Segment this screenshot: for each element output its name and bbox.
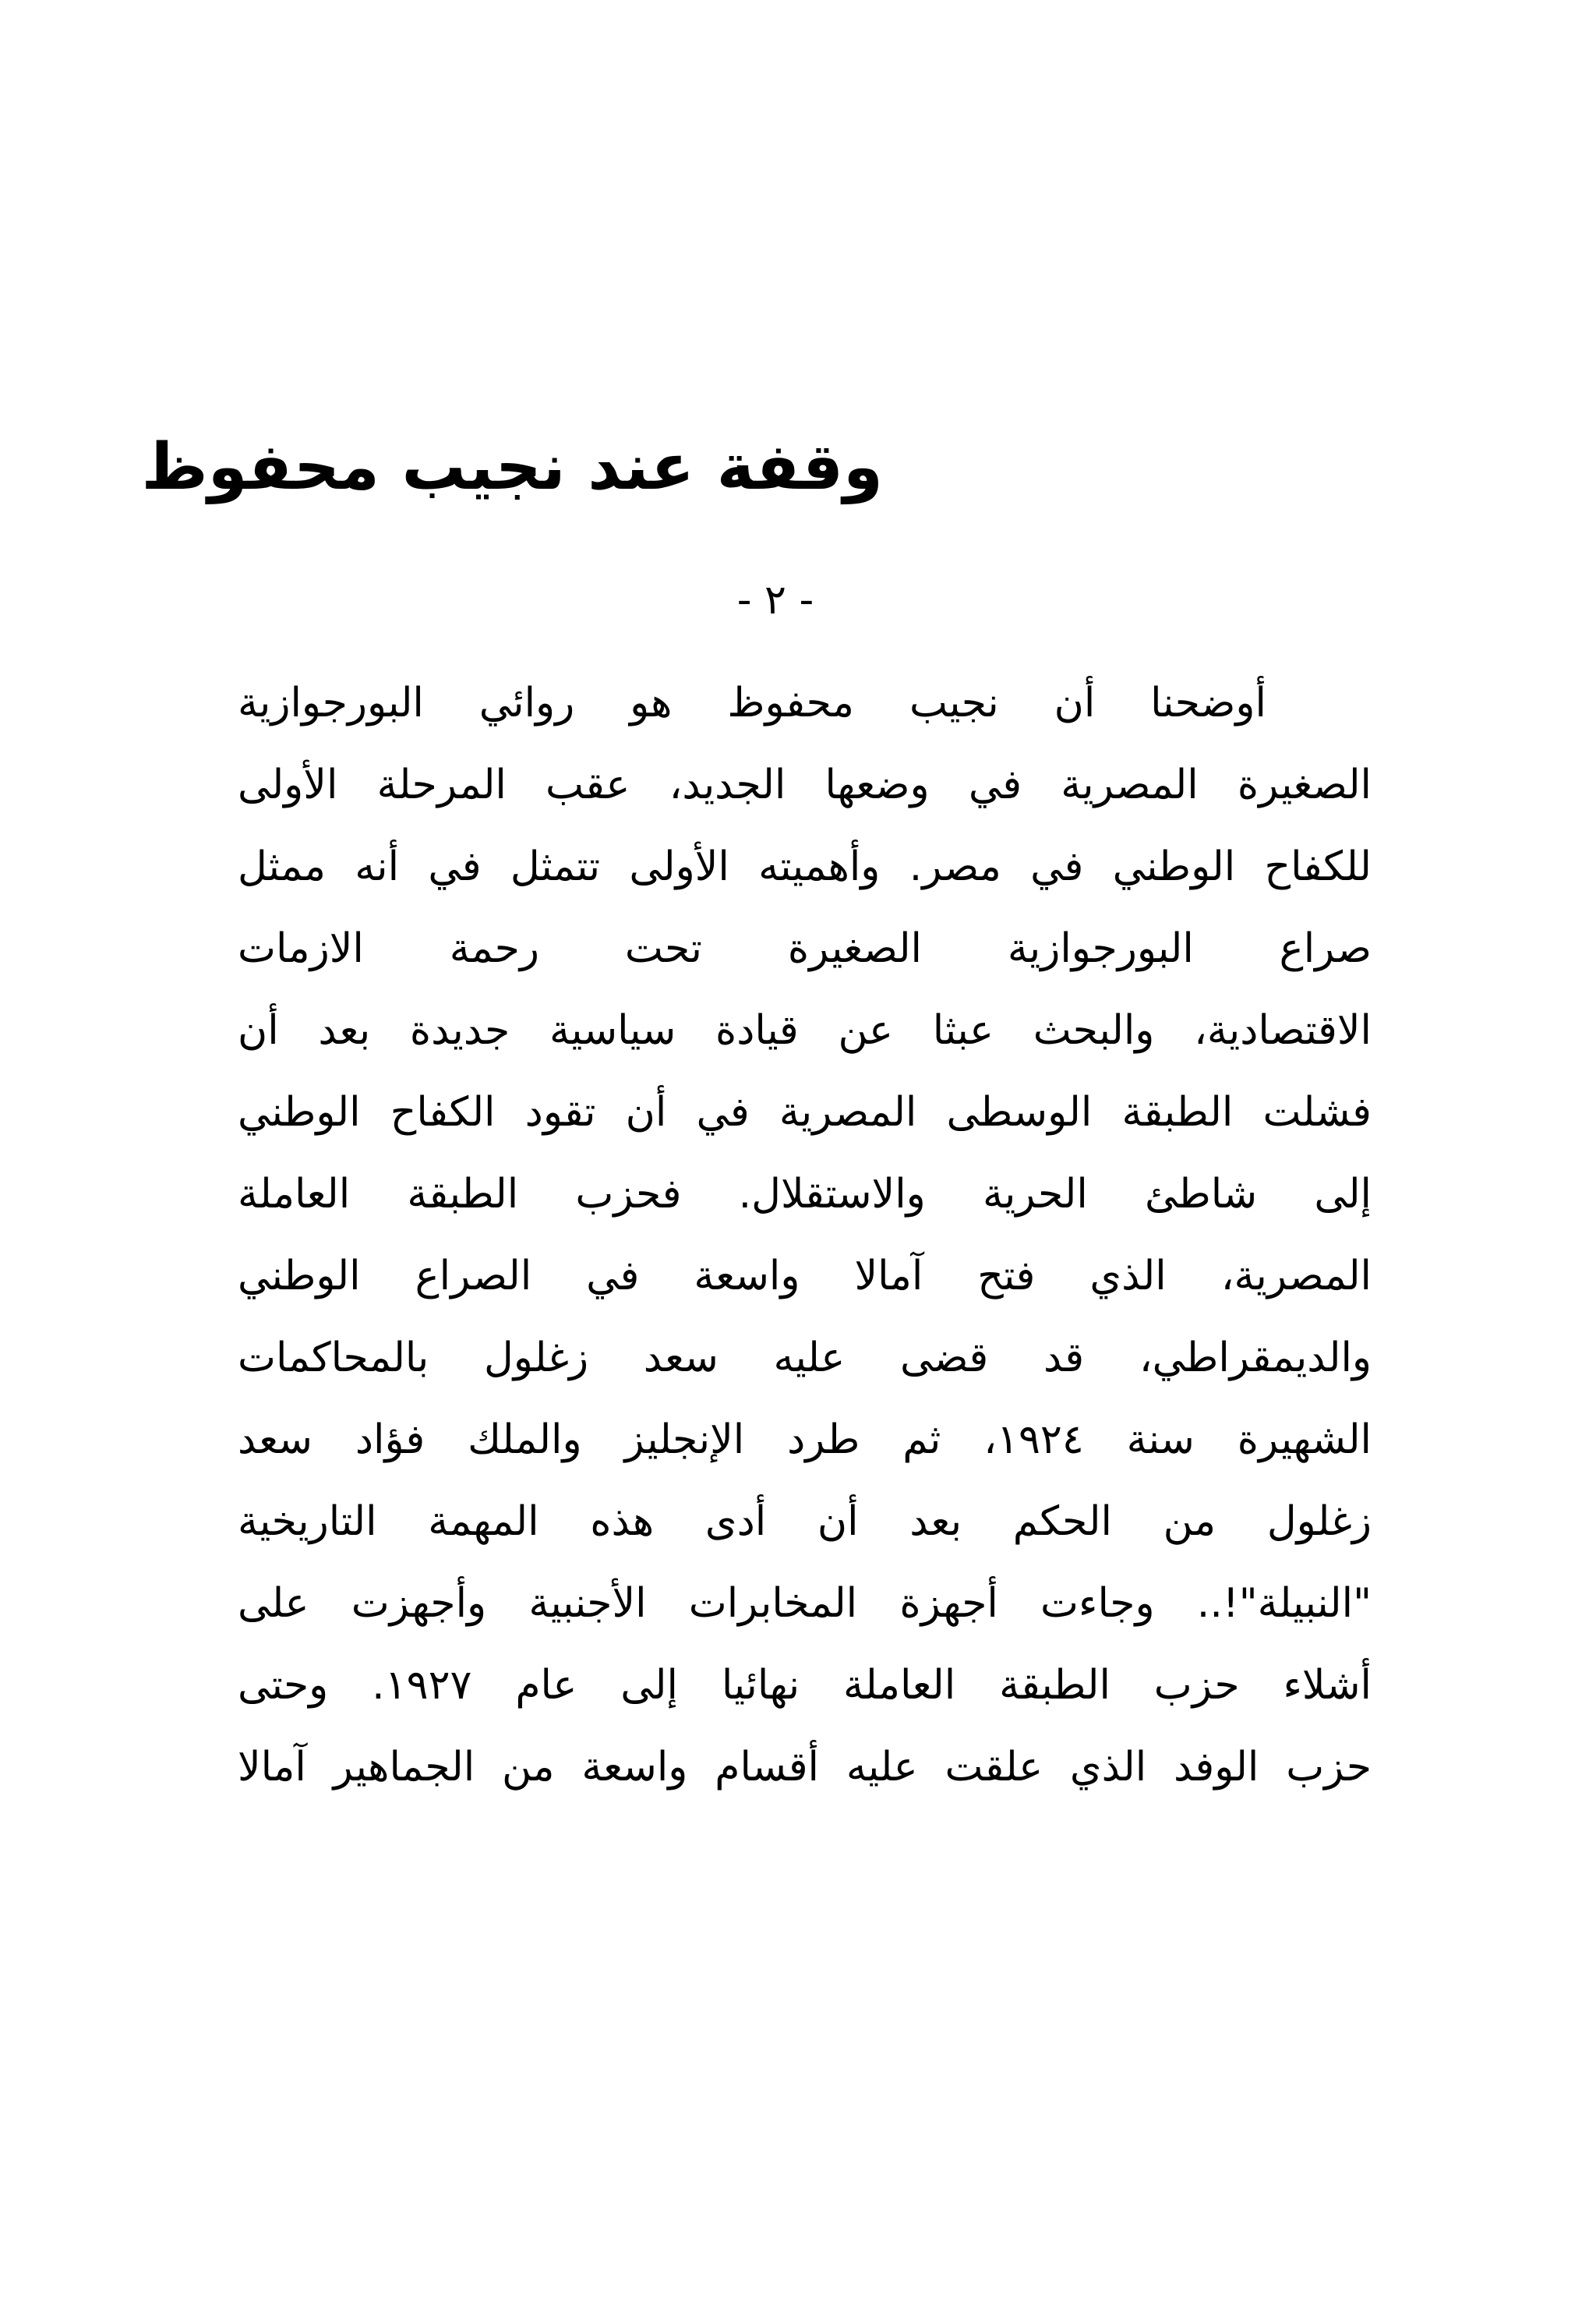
text-line: فشلت الطبقة الوسطى المصرية في أن تقود الكفاح الوطني [238, 1089, 1372, 1136]
text-line: والديمقراطي، قد قضى عليه سعد زغلول بالمحاكمات [238, 1335, 1372, 1381]
page-title: وقفة عند نجيب محفوظ [141, 430, 883, 504]
text-line: الصغيرة المصرية في وضعها الجديد، عقب المرحلة الأولى [238, 762, 1372, 808]
text-line: الاقتصادية، والبحث عبثا عن قيادة سياسية جديدة بعد أن [238, 1007, 1372, 1054]
text-line: زغلول من الحكم بعد أن أدى هذه المهمة التاريخية [238, 1498, 1372, 1545]
text-line: صراع البورجوازية الصغيرة تحت رحمة الازمات [238, 925, 1372, 972]
text-line: الشهيرة سنة ١٩٢٤، ثم طرد الإنجليز والملك فؤاد سعد [238, 1416, 1372, 1463]
text-line: أشلاء حزب الطبقة العاملة نهائيا إلى عام ١٩٢٧. وحتى [238, 1662, 1372, 1709]
text-line: "النبيلة"!.. وجاءت أجهزة المخابرات الأجنبية وأجهزت على [238, 1580, 1372, 1627]
text-line: إلى شاطئ الحرية والاستقلال. فحزب الطبقة العاملة [238, 1171, 1372, 1218]
text-line: المصرية، الذي فتح آمالا واسعة في الصراع الوطني [238, 1253, 1372, 1299]
body-paragraph [238, 663, 1372, 1808]
section-number: - ٢ - [736, 577, 814, 624]
text-line: أوضحنا أن نجيب محفوظ هو روائي البورجوازية [238, 680, 1266, 726]
text-line: للكفاح الوطني في مصر. وأهميته الأولى تتمثل في أنه ممثل [238, 843, 1372, 890]
text-line: حزب الوفد الذي علقت عليه أقسام واسعة من الجماهير آمالا [238, 1744, 1372, 1791]
